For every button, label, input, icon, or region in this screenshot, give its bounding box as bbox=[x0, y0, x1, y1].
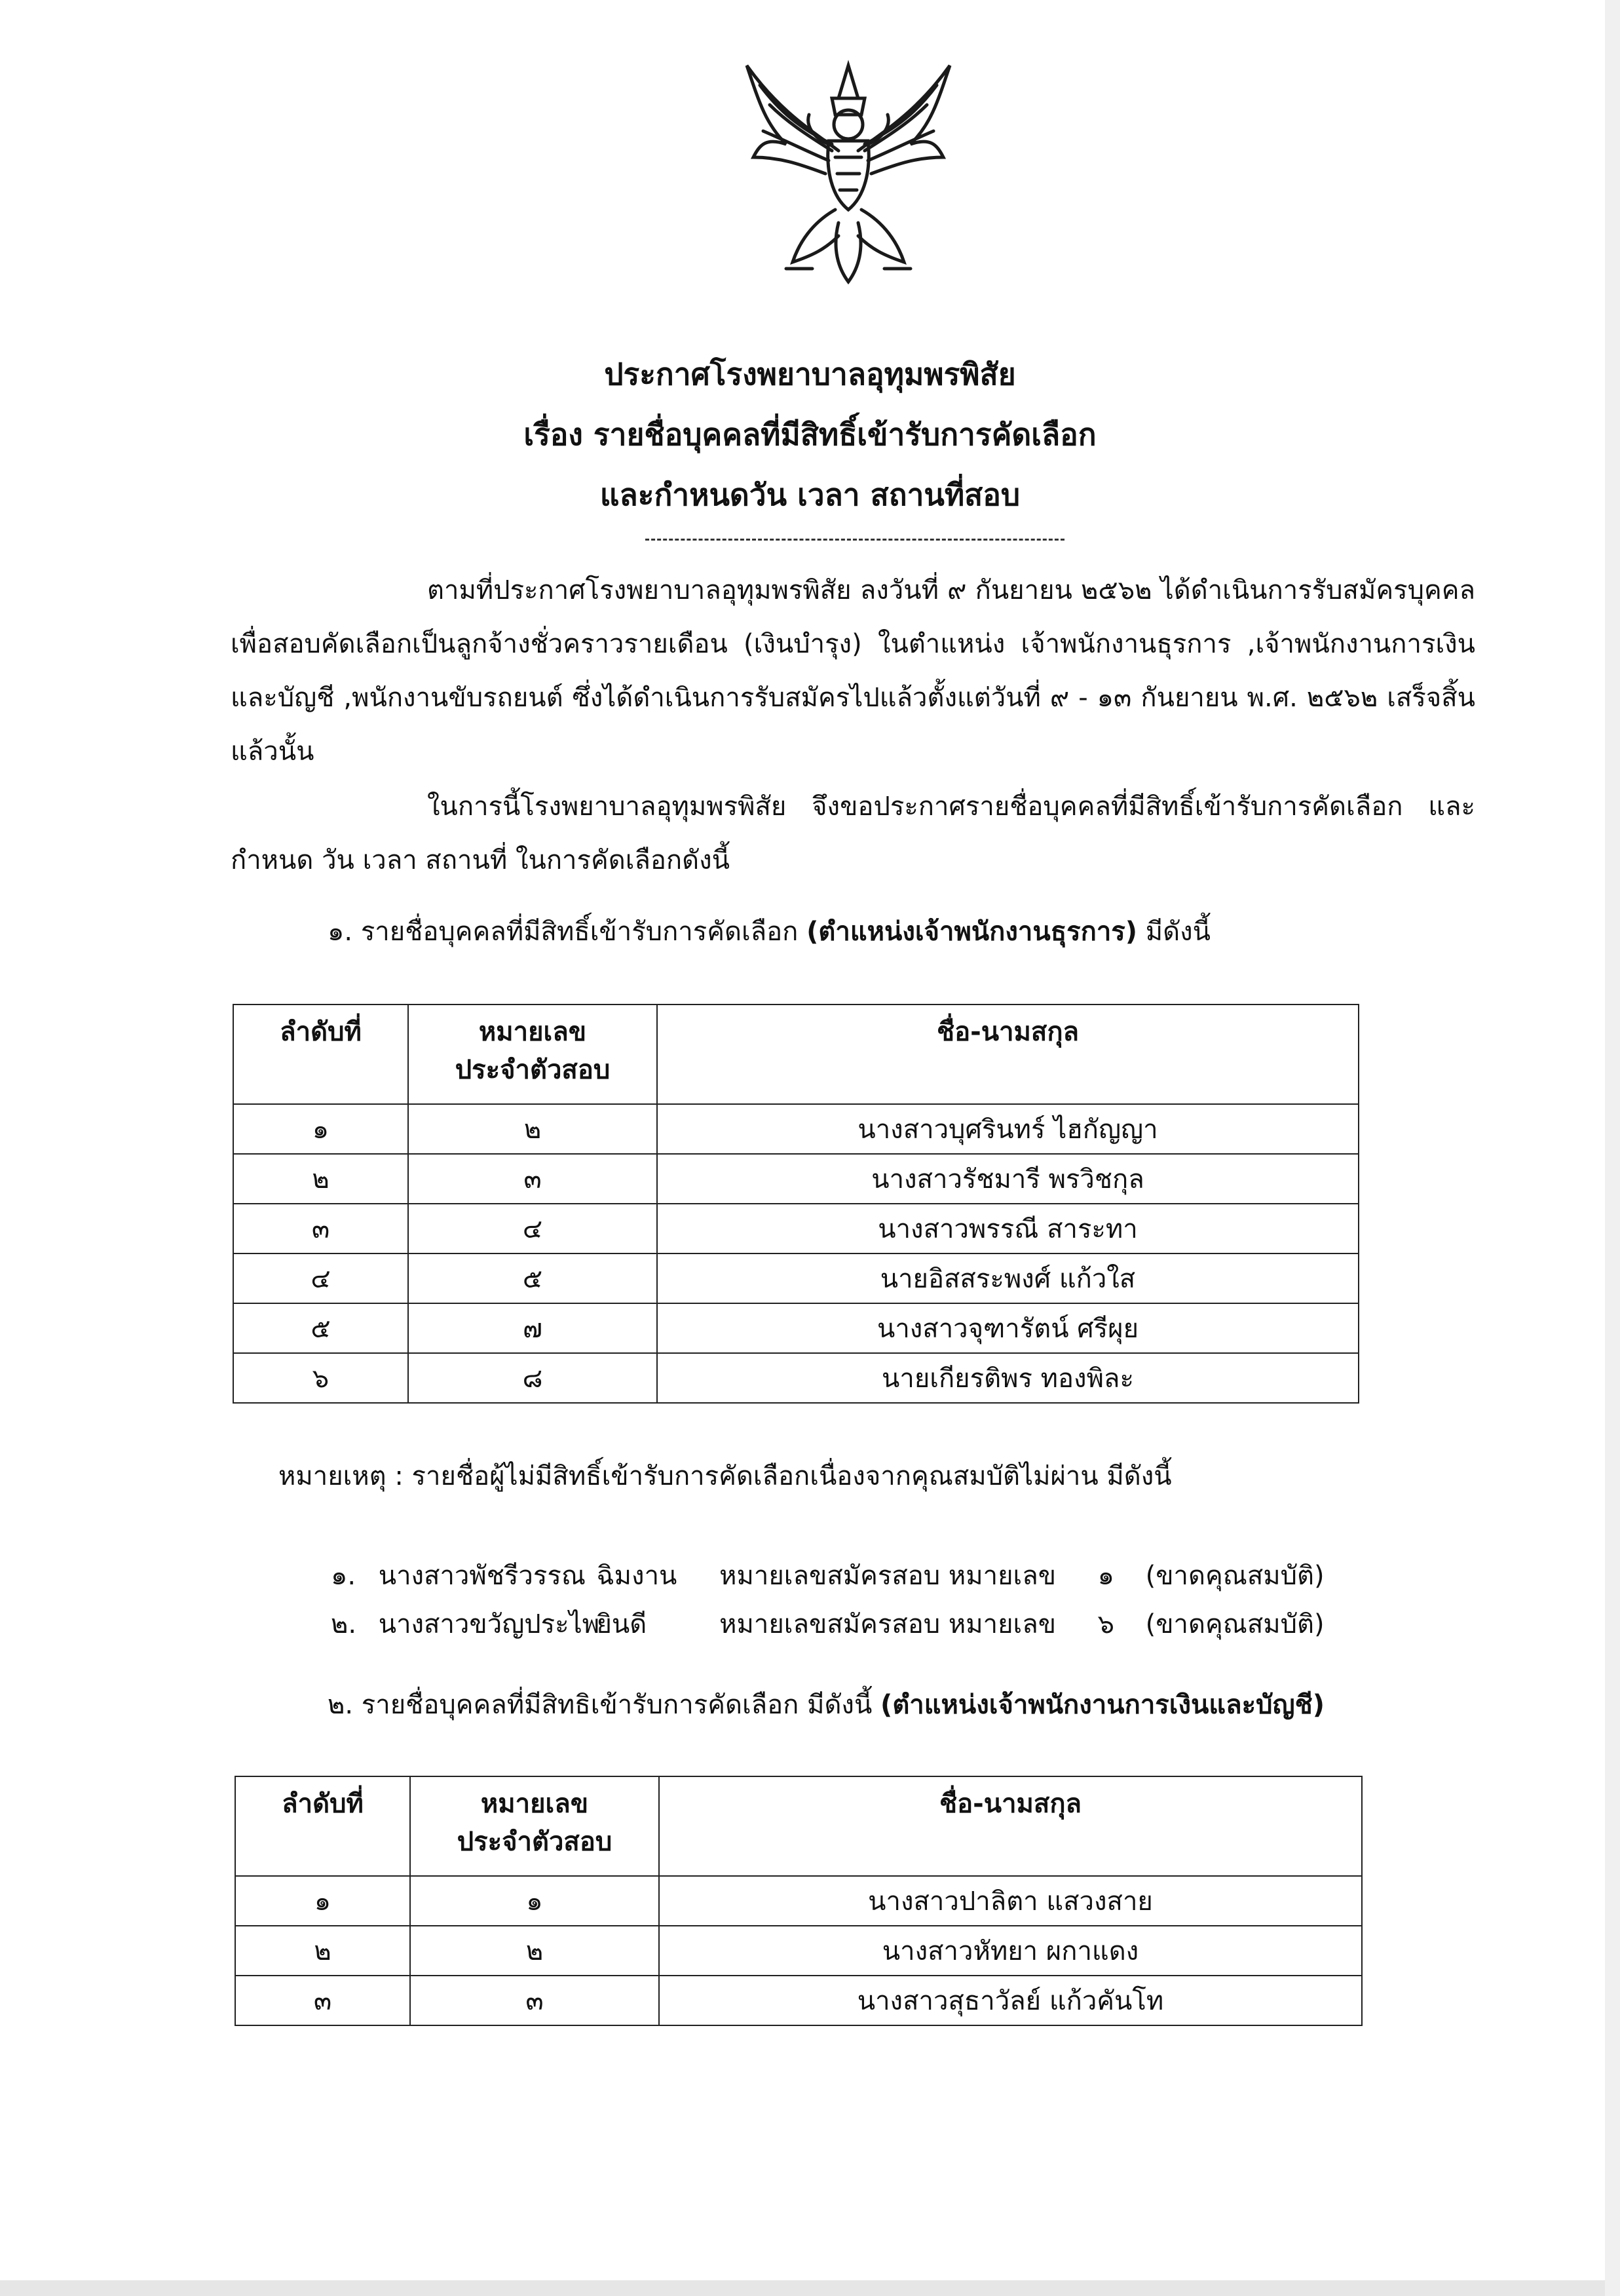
ineligible-item bbox=[331, 1603, 1325, 1645]
table-row bbox=[233, 1253, 1359, 1303]
ineligible-note: หมายเหตุ : รายชื่อผู้ไม่มีสิทธิ์เข้ารับการคัดเลือกเนื่องจากคุณสมบัติไม่ผ่าน มีดังนี้ bbox=[278, 1461, 1172, 1491]
title-line-1: ประกาศโรงพยาบาลอุทุมพรพิสัย bbox=[604, 356, 1016, 392]
ineligible-item-label: หมายเลขสมัครสอบ หมายเลข bbox=[719, 1609, 1057, 1639]
table-row bbox=[235, 1976, 1362, 2025]
section-1-table-body bbox=[233, 1104, 1359, 1403]
ineligible-item bbox=[331, 1554, 1325, 1596]
ineligible-item-reason: (ขาดคุณสมบัติ) bbox=[1145, 1561, 1325, 1591]
cell-full-name: นางสาวพรรณี สาระทา bbox=[657, 1204, 1359, 1253]
cell-order: ๖ bbox=[233, 1353, 408, 1403]
column-header-order: ลำดับที่ bbox=[235, 1776, 410, 1876]
table-row bbox=[233, 1204, 1359, 1253]
cell-exam-number: ๒ bbox=[408, 1104, 657, 1154]
cell-exam-number: ๒ bbox=[410, 1926, 659, 1976]
cell-order: ๑ bbox=[233, 1104, 408, 1154]
scan-right-edge bbox=[1605, 0, 1620, 2296]
section-1-heading bbox=[328, 912, 1211, 951]
table-row bbox=[235, 1926, 1362, 1976]
column-header-exam-number: หมายเลข ประจำตัวสอบ bbox=[410, 1776, 659, 1876]
cell-full-name: นางสาวรัชมารี พรวิชกุล bbox=[657, 1154, 1359, 1204]
cell-order: ๓ bbox=[235, 1976, 410, 2025]
cell-full-name: นางสาวบุศรินทร์ ไฮกัญญา bbox=[657, 1104, 1359, 1154]
table-row bbox=[233, 1353, 1359, 1403]
section-1-heading-prefix: ๑. รายชื่อบุคคลที่มีสิทธิ์เข้ารับการคัดเลือก bbox=[328, 917, 799, 947]
cell-exam-number: ๔ bbox=[408, 1204, 657, 1253]
cell-exam-number: ๓ bbox=[408, 1154, 657, 1204]
cell-order: ๑ bbox=[235, 1876, 410, 1926]
cell-full-name: นางสาวหัทยา ผกาแดง bbox=[659, 1926, 1362, 1976]
table-row bbox=[233, 1104, 1359, 1154]
cell-order: ๔ bbox=[233, 1253, 408, 1303]
title-line-3: และกำหนดวัน เวลา สถานที่สอบ bbox=[599, 477, 1021, 512]
ineligible-item-surname: ยินดี bbox=[596, 1609, 647, 1639]
ineligible-item-exam-number: ๑ bbox=[1097, 1561, 1115, 1591]
intro-paragraph-text: ตามที่ประกาศโรงพยาบาลอุทุมพรพิสัย ลงวันที่ ๙ กันยายน ๒๕๖๒ ได้ดำเนินการรับสมัครบุคคลเพื่อสอบคัดเลือกเป็นลูกจ้างชั่วคราวรายเดือน (เงินบำรุง) ในตำแหน่ง เจ้าพนักงานธุรการ ,เจ้าพนักงานการเงินและบัญชี ,พนักงานขับรถยนต์ ซึ่งได้ดำเนินการรับสมัครไปแล้วตั้งแต่วันที่ ๙ - ๑๓ กันยายน พ.ศ. ๒๕๖๒ เสร็จสิ้นแล้วนั้น bbox=[231, 575, 1475, 767]
cell-order: ๓ bbox=[233, 1204, 408, 1253]
ineligible-item-number: ๑. bbox=[331, 1561, 356, 1591]
ineligible-item-surname: ฉิมงาน bbox=[596, 1561, 677, 1591]
ineligible-item-number: ๒. bbox=[331, 1609, 357, 1639]
cell-full-name: นางสาวปาลิตา แสวงสาย bbox=[659, 1876, 1362, 1926]
ineligible-item-name: นางสาวขวัญประไพ bbox=[378, 1609, 600, 1639]
column-header-exam-number: หมายเลข ประจำตัวสอบ bbox=[408, 1004, 657, 1104]
column-header-full-name: ชื่อ-นามสกุล bbox=[657, 1004, 1359, 1104]
table-row bbox=[233, 1154, 1359, 1204]
table-row bbox=[233, 1303, 1359, 1353]
ineligible-item-name: นางสาวพัชรีวรรณ bbox=[378, 1561, 586, 1591]
ineligible-item-label: หมายเลขสมัครสอบ หมายเลข bbox=[719, 1561, 1057, 1591]
section-2-heading-position: (ตำแหน่งเจ้าพนักงานการเงินและบัญชี) bbox=[880, 1690, 1325, 1720]
ineligible-item-exam-number: ๖ bbox=[1097, 1609, 1115, 1639]
table-header-row bbox=[235, 1776, 1362, 1876]
cell-order: ๒ bbox=[235, 1926, 410, 1976]
column-header-order: ลำดับที่ bbox=[233, 1004, 408, 1104]
cell-order: ๒ bbox=[233, 1154, 408, 1204]
announcement-title bbox=[0, 344, 1620, 525]
announcement-paragraph-text: ในการนี้โรงพยาบาลอุทุมพรพิสัย จึงขอประกาศรายชื่อบุคคลที่มีสิทธิ์เข้ารับการคัดเลือก และกำหนด วัน เวลา สถานที่ ในการคัดเลือกดังนี้ bbox=[231, 792, 1475, 875]
section-2-heading-prefix: ๒. รายชื่อบุคคลที่มีสิทธิเข้ารับการคัดเลือก มีดังนี้ bbox=[328, 1690, 873, 1720]
section-2-heading bbox=[328, 1685, 1325, 1725]
table-header-row bbox=[233, 1004, 1359, 1104]
cell-order: ๕ bbox=[233, 1303, 408, 1353]
intro-paragraph bbox=[231, 564, 1475, 778]
section-2-table bbox=[235, 1776, 1363, 2026]
title-divider bbox=[645, 539, 1064, 541]
cell-full-name: นางสาวจุฑารัตน์ ศรีผุย bbox=[657, 1303, 1359, 1353]
garuda-emblem-icon bbox=[740, 52, 956, 288]
section-1-heading-position: (ตำแหน่งเจ้าพนักงานธุรการ) bbox=[806, 917, 1138, 947]
cell-full-name: นางสาวสุธาวัลย์ แก้วคันโท bbox=[659, 1976, 1362, 2025]
scan-bottom-edge bbox=[0, 2280, 1620, 2296]
section-1-table bbox=[233, 1004, 1359, 1404]
section-2-table-body bbox=[235, 1876, 1362, 2025]
cell-exam-number: ๗ bbox=[408, 1303, 657, 1353]
cell-full-name: นายเกียรติพร ทองพิละ bbox=[657, 1353, 1359, 1403]
cell-exam-number: ๕ bbox=[408, 1253, 657, 1303]
cell-exam-number: ๓ bbox=[410, 1976, 659, 2025]
section-1-heading-suffix: มีดังนี้ bbox=[1145, 917, 1211, 947]
cell-exam-number: ๘ bbox=[408, 1353, 657, 1403]
table-row bbox=[235, 1876, 1362, 1926]
ineligible-item-reason: (ขาดคุณสมบัติ) bbox=[1145, 1609, 1325, 1639]
cell-full-name: นายอิสสระพงศ์ แก้วใส bbox=[657, 1253, 1359, 1303]
title-line-2: เรื่อง รายชื่อบุคคลที่มีสิทธิ์เข้ารับการคัดเลือก bbox=[523, 417, 1097, 452]
cell-exam-number: ๑ bbox=[410, 1876, 659, 1926]
column-header-full-name: ชื่อ-นามสกุล bbox=[659, 1776, 1362, 1876]
announcement-paragraph bbox=[231, 780, 1475, 887]
